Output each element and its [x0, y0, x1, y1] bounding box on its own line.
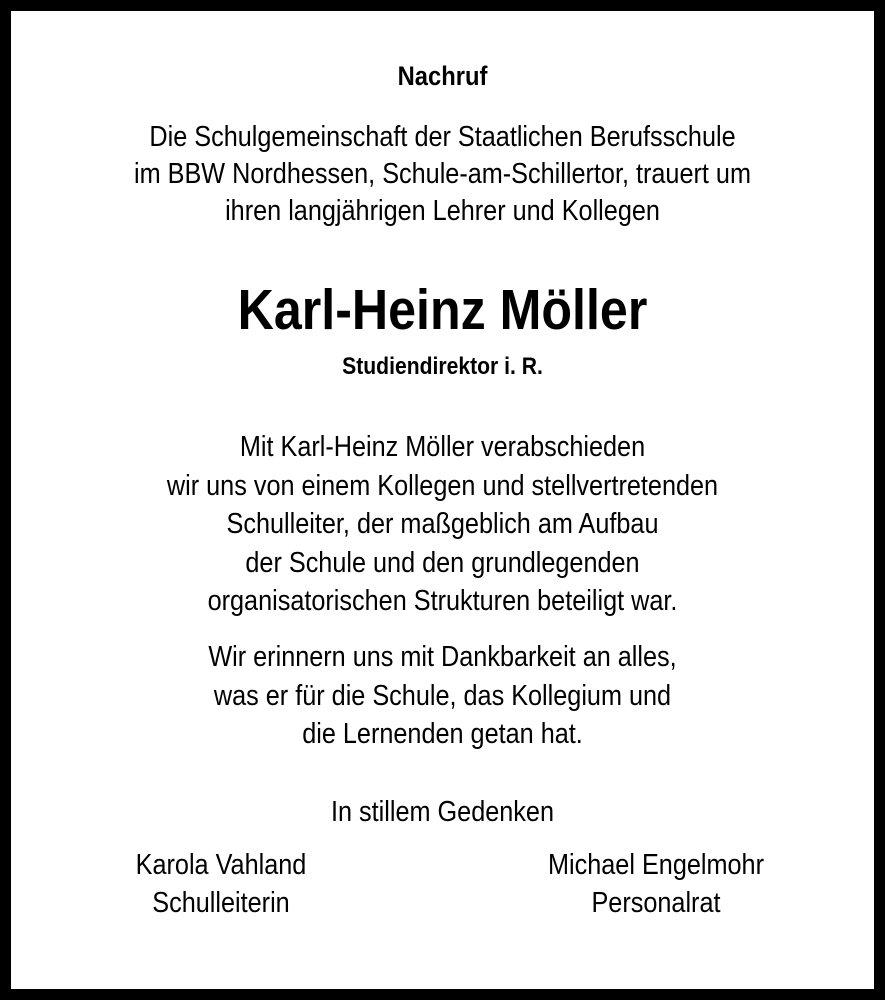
paragraph-farewell [67, 428, 818, 621]
intro-line: Die Schulgemeinschaft der Staatlichen Berufsschule [149, 121, 736, 153]
intro-line: im BBW Nordhessen, Schule-am-Schillertor, trauert um [134, 158, 751, 190]
deceased-name: Karl-Heinz Möller [237, 278, 648, 342]
signatory-right [526, 846, 787, 922]
deceased-title: Studiendirektor i. R. [342, 353, 543, 380]
notice-title: Nachruf [397, 61, 488, 91]
signatory-name: Karola Vahland [135, 849, 307, 881]
paragraph-line: die Lernenden getan hat. [302, 718, 583, 750]
paragraph-line: organisatorischen Strukturen beteiligt war. [207, 585, 678, 617]
paragraph-line: Mit Karl-Heinz Möller verabschieden [239, 431, 646, 463]
paragraph-line: Schulleiter, der maßgeblich am Aufbau [226, 508, 659, 540]
intro-text [67, 119, 818, 230]
signatory-role: Personalrat [591, 887, 721, 919]
signatory-name: Michael Engelmohr [548, 849, 764, 881]
paragraph-line: wir uns von einem Kollegen und stellvertretenden [166, 469, 719, 502]
obituary-notice [11, 11, 874, 989]
paragraph-line: Wir erinnern uns mit Dankbarkeit an alles, [208, 641, 677, 673]
paragraph-line: was er für die Schule, das Kollegium und [213, 679, 672, 712]
signatory-left [91, 846, 352, 922]
intro-line: ihren langjährigen Lehrer und Kollegen [225, 195, 660, 227]
paragraph-gratitude [67, 638, 818, 754]
closing-phrase: In stillem Gedenken [331, 796, 554, 828]
signatory-role: Schulleiterin [152, 887, 290, 919]
paragraph-line: der Schule und den grundlegenden [245, 546, 640, 579]
